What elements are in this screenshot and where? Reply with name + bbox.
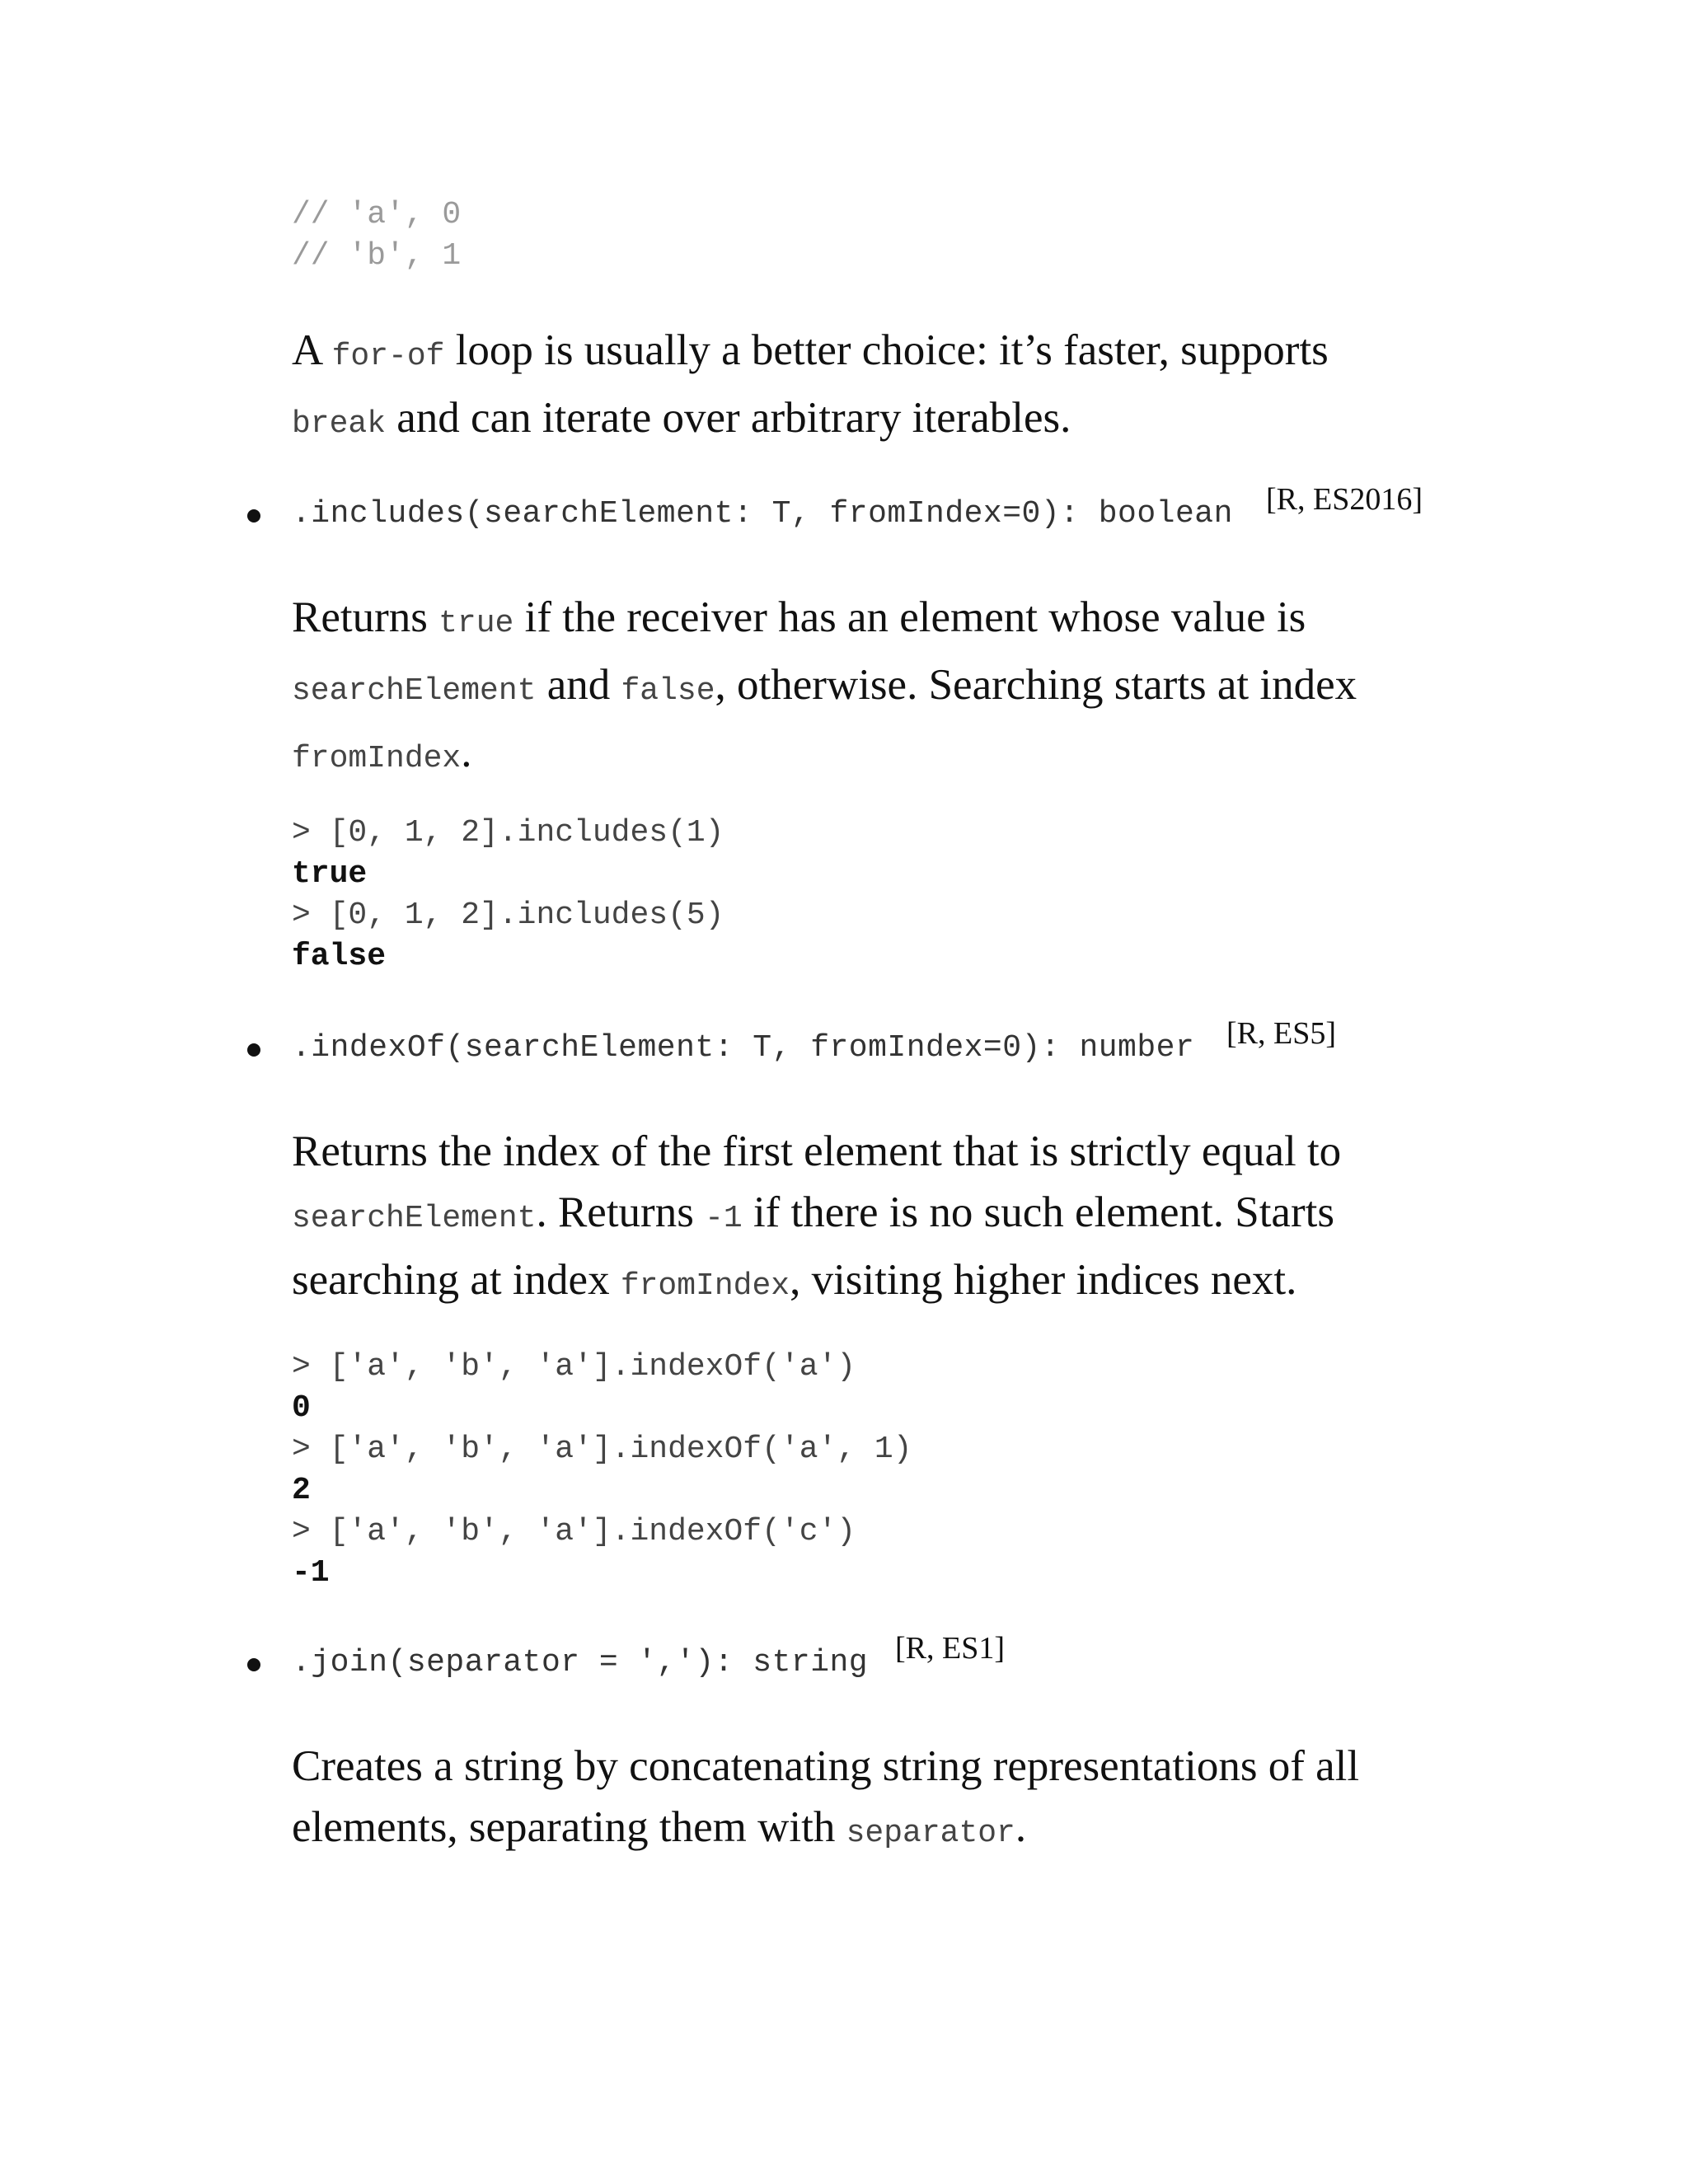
repl-input: > ['a', 'b', 'a'].indexOf('a', 1) [292,1432,912,1467]
method-item-join [247,1640,869,1690]
text: . [461,729,472,776]
method-signature: .join(separator = ','): string [292,1645,869,1680]
text: Returns [292,593,439,641]
text: and can iterate over arbitrary iterables. [386,394,1071,442]
text: loop is usually a better choice: it’s faster, supports [444,326,1329,374]
text: and [536,661,621,709]
code-comment-line: // 'b', 1 [292,238,462,274]
code-comment-line: // 'a', 0 [292,197,462,232]
repl-output: false [292,939,387,974]
repl-input: > ['a', 'b', 'a'].indexOf('c') [292,1514,856,1549]
includes-description [292,587,1446,790]
inline-code: for-of [331,339,445,374]
indexof-description [292,1121,1446,1317]
method-signature: .includes(searchElement: T, fromIndex=0): boolean [292,496,1233,532]
forof-paragraph [292,320,1446,455]
text: . [1015,1803,1027,1851]
repl-output: -1 [292,1555,330,1591]
join-description [292,1736,1446,1864]
repl-input: > [0, 1, 2].includes(1) [292,815,724,851]
inline-code: searchElement [292,673,537,709]
bullet-icon [247,1658,260,1671]
inline-code: fromIndex [620,1268,790,1304]
text: searching at index [292,1256,621,1304]
repl-output: 0 [292,1390,311,1426]
method-item-includes [247,491,1233,541]
inline-code: searchElement [292,1201,537,1236]
bullet-icon [247,509,260,523]
text: elements, separating them with [292,1803,846,1851]
intro-code-block [292,194,461,277]
inline-code: separator [846,1816,1015,1851]
version-badge: [R, ES1] [895,1631,1005,1666]
inline-code: -1 [705,1201,743,1236]
inline-code: false [621,673,715,709]
version-badge: [R, ES2016] [1266,482,1423,517]
repl-input: > ['a', 'b', 'a'].indexOf('a') [292,1349,856,1385]
text: Returns the index of the first element that is strictly equal to [292,1127,1342,1175]
method-signature: .indexOf(searchElement: T, fromIndex=0): number [292,1030,1195,1066]
repl-output: 2 [292,1473,311,1508]
repl-input: > [0, 1, 2].includes(5) [292,898,724,933]
text: , otherwise. Searching starts at index [715,661,1357,709]
repl-output: true [292,856,368,892]
method-item-indexof [247,1025,1195,1075]
indexof-example-code [292,1347,912,1594]
bullet-icon [247,1043,260,1057]
text: if there is no such element. Starts [742,1188,1334,1236]
text: Creates a string by concatenating string representations of all [292,1742,1360,1790]
text: . Returns [536,1188,706,1236]
text: if the receiver has an element whose value is [513,593,1306,641]
inline-code: break [292,406,387,442]
inline-code: fromIndex [292,741,462,776]
text: , visiting higher indices next. [790,1256,1297,1304]
inline-code: true [438,606,514,641]
text: A [292,326,332,374]
version-badge: [R, ES5] [1226,1016,1336,1051]
includes-example-code [292,813,724,977]
